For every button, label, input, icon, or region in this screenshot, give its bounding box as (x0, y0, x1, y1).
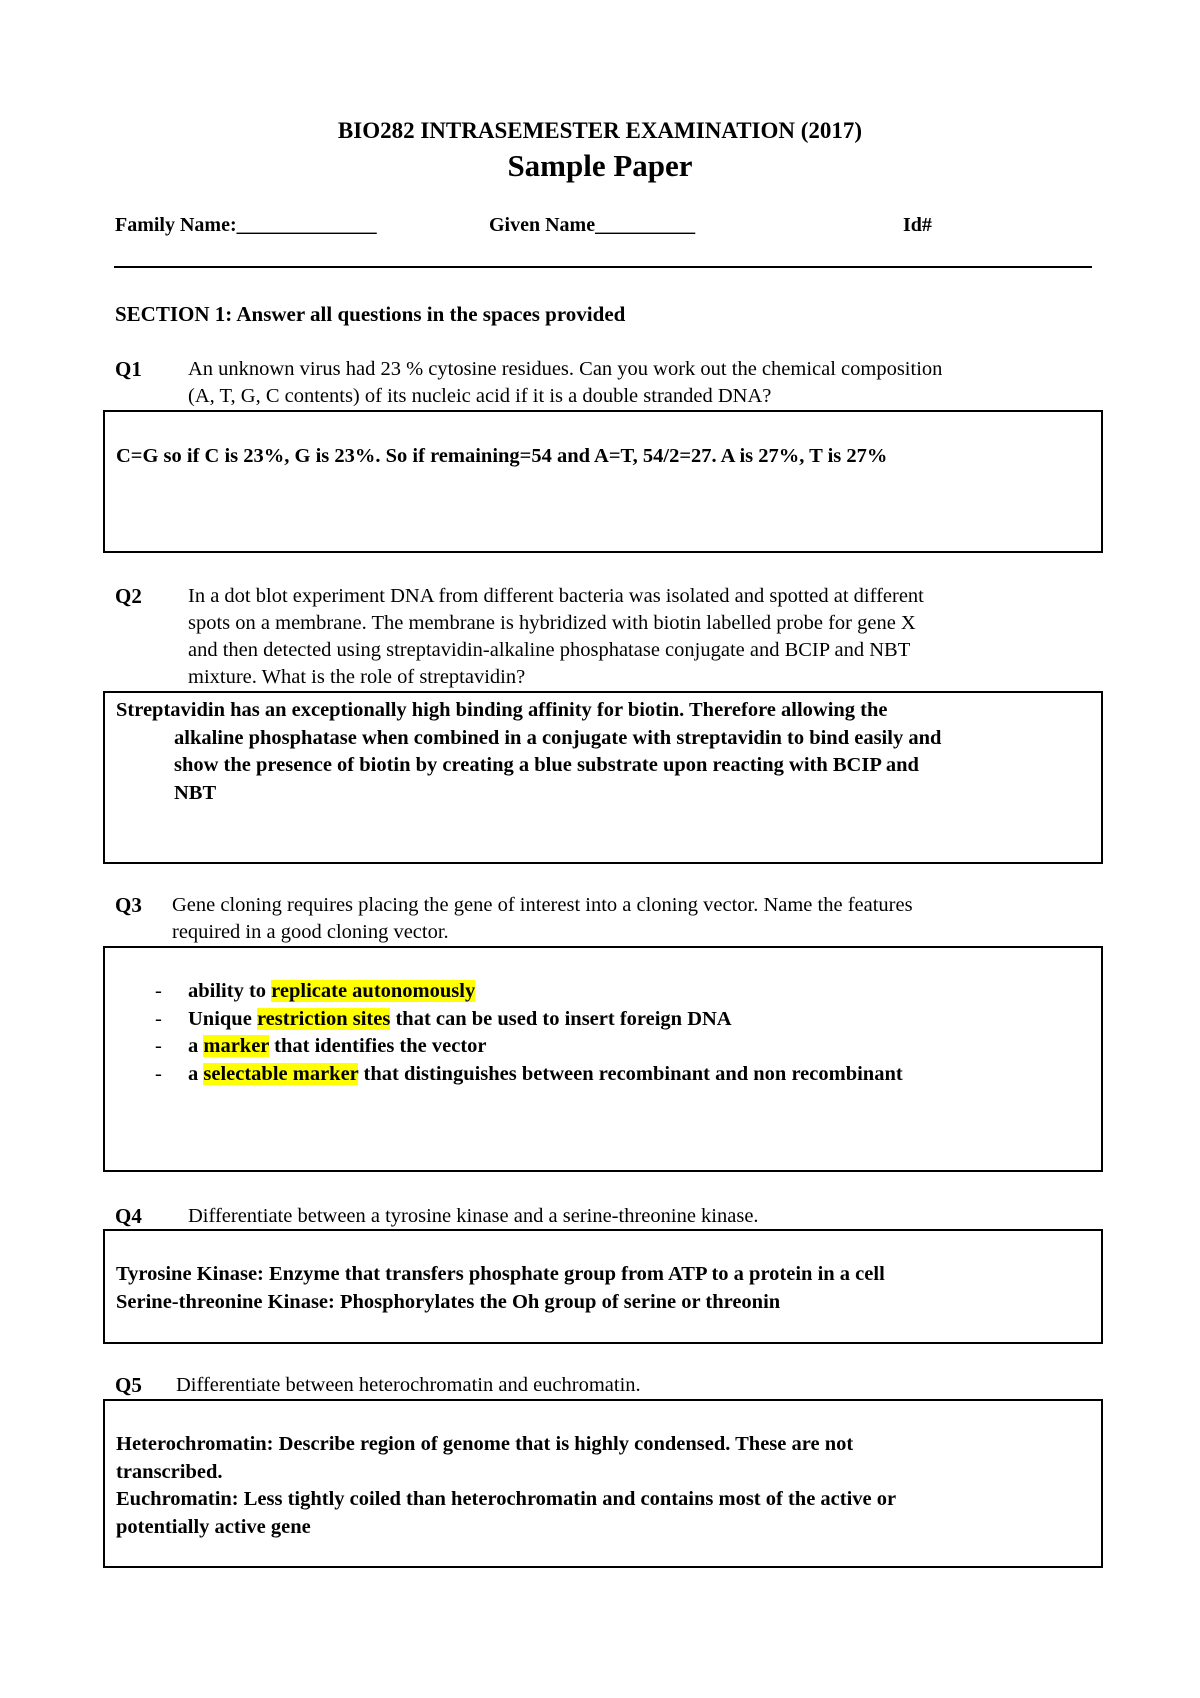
bullet-text: a (188, 1035, 204, 1057)
question-number: Q3 (115, 893, 142, 917)
question-line: (A, T, G, C contents) of its nucleic acid if it is a double stranded DNA? (188, 385, 772, 407)
question-line: Differentiate between heterochromatin and euchromatin. (176, 1374, 641, 1396)
answer-text: C=G so if C is 23%, G is 23%. So if remaining=54 and A=T, 54/2=27. A is 27%, T is 27% (116, 445, 888, 467)
question-number: Q5 (115, 1373, 142, 1397)
question-number: Q1 (115, 357, 142, 381)
question-number: Q2 (115, 584, 142, 608)
question-text (176, 1372, 641, 1399)
answer-line: Serine-threonine Kinase: Phosphorylates the Oh group of serine or threonin (116, 1290, 781, 1313)
question-line: spots on a membrane. The membrane is hybridized with biotin labelled probe for gene X (188, 612, 916, 634)
highlighted-term: restriction sites (256, 1007, 391, 1030)
question-line: Differentiate between a tyrosine kinase and a serine-threonine kinase. (188, 1205, 759, 1227)
bullet-text: Unique (188, 1007, 257, 1030)
answer-text (116, 1431, 896, 1541)
answer-line: show the presence of biotin by creating a blue substrate upon reacting with BCIP and (174, 754, 919, 776)
list-item (155, 1061, 903, 1089)
answer-box (103, 1229, 1103, 1344)
question-line: In a dot blot experiment DNA from different bacteria was isolated and spotted at different (188, 585, 924, 607)
answer-line: Euchromatin: Less tightly coiled than heterochromatin and contains most of the active or (116, 1488, 897, 1510)
answer-text (116, 697, 941, 807)
highlighted-term: replicate autonomously (271, 980, 476, 1002)
question-text (188, 1203, 759, 1230)
answer-line: Tyrosine Kinase: Enzyme that transfers phosphate group from ATP to a protein in a cell (116, 1263, 885, 1285)
list-item (155, 1006, 903, 1034)
given-name-field: Given Name__________ (489, 214, 696, 236)
answer-text (116, 1261, 885, 1316)
list-item (155, 1033, 903, 1061)
bullet-dash: - (155, 1035, 162, 1057)
answer-line: NBT (174, 781, 217, 804)
bullet-text: a (188, 1062, 204, 1085)
bullet-text: that can be used to insert foreign DNA (390, 1007, 732, 1030)
exam-title: BIO282 INTRASEMESTER EXAMINATION (2017) (337, 118, 863, 143)
highlighted-term: marker (203, 1035, 270, 1057)
question-text (188, 583, 924, 691)
question-number: Q4 (115, 1204, 142, 1228)
header-divider (114, 266, 1092, 268)
bullet-dash: - (155, 1062, 162, 1085)
highlighted-term: selectable marker (203, 1062, 359, 1085)
feature-list (155, 978, 903, 1088)
answer-line: potentially active gene (116, 1515, 311, 1538)
question-text (172, 892, 913, 946)
id-field: Id# (903, 214, 932, 236)
question-line: mixture. What is the role of streptavidin? (188, 666, 526, 688)
question-text (188, 356, 942, 410)
answer-box (103, 691, 1103, 864)
list-item (155, 978, 903, 1006)
bullet-text: that identifies the vector (269, 1035, 487, 1057)
family-name-field: Family Name:______________ (115, 214, 377, 236)
answer-box (103, 946, 1103, 1172)
question-line: Gene cloning requires placing the gene of interest into a cloning vector. Name the features (172, 894, 913, 916)
bullet-text: ability to (188, 980, 272, 1002)
bullet-dash: - (155, 980, 162, 1002)
bullet-text: that distinguishes between recombinant and non recombinant (358, 1062, 903, 1085)
answer-line: alkaline phosphatase when combined in a conjugate with streptavidin to bind easily and (174, 726, 942, 749)
answer-line: Heterochromatin: Describe region of genome that is highly condensed. These are not (116, 1433, 854, 1455)
answer-line: Streptavidin has an exceptionally high binding affinity for biotin. Therefore allowing the (116, 699, 888, 721)
question-line: and then detected using streptavidin-alkaline phosphatase conjugate and BCIP and NBT (188, 639, 911, 661)
answer-box (103, 410, 1103, 553)
answer-line: transcribed. (116, 1460, 223, 1483)
question-line: An unknown virus had 23 % cytosine residues. Can you work out the chemical composition (188, 358, 943, 380)
answer-box (103, 1399, 1103, 1568)
question-line: required in a good cloning vector. (172, 921, 449, 943)
section-heading: SECTION 1: Answer all questions in the spaces provided (115, 302, 626, 326)
bullet-dash: - (155, 1007, 162, 1030)
paper-subtitle: Sample Paper (507, 148, 693, 183)
